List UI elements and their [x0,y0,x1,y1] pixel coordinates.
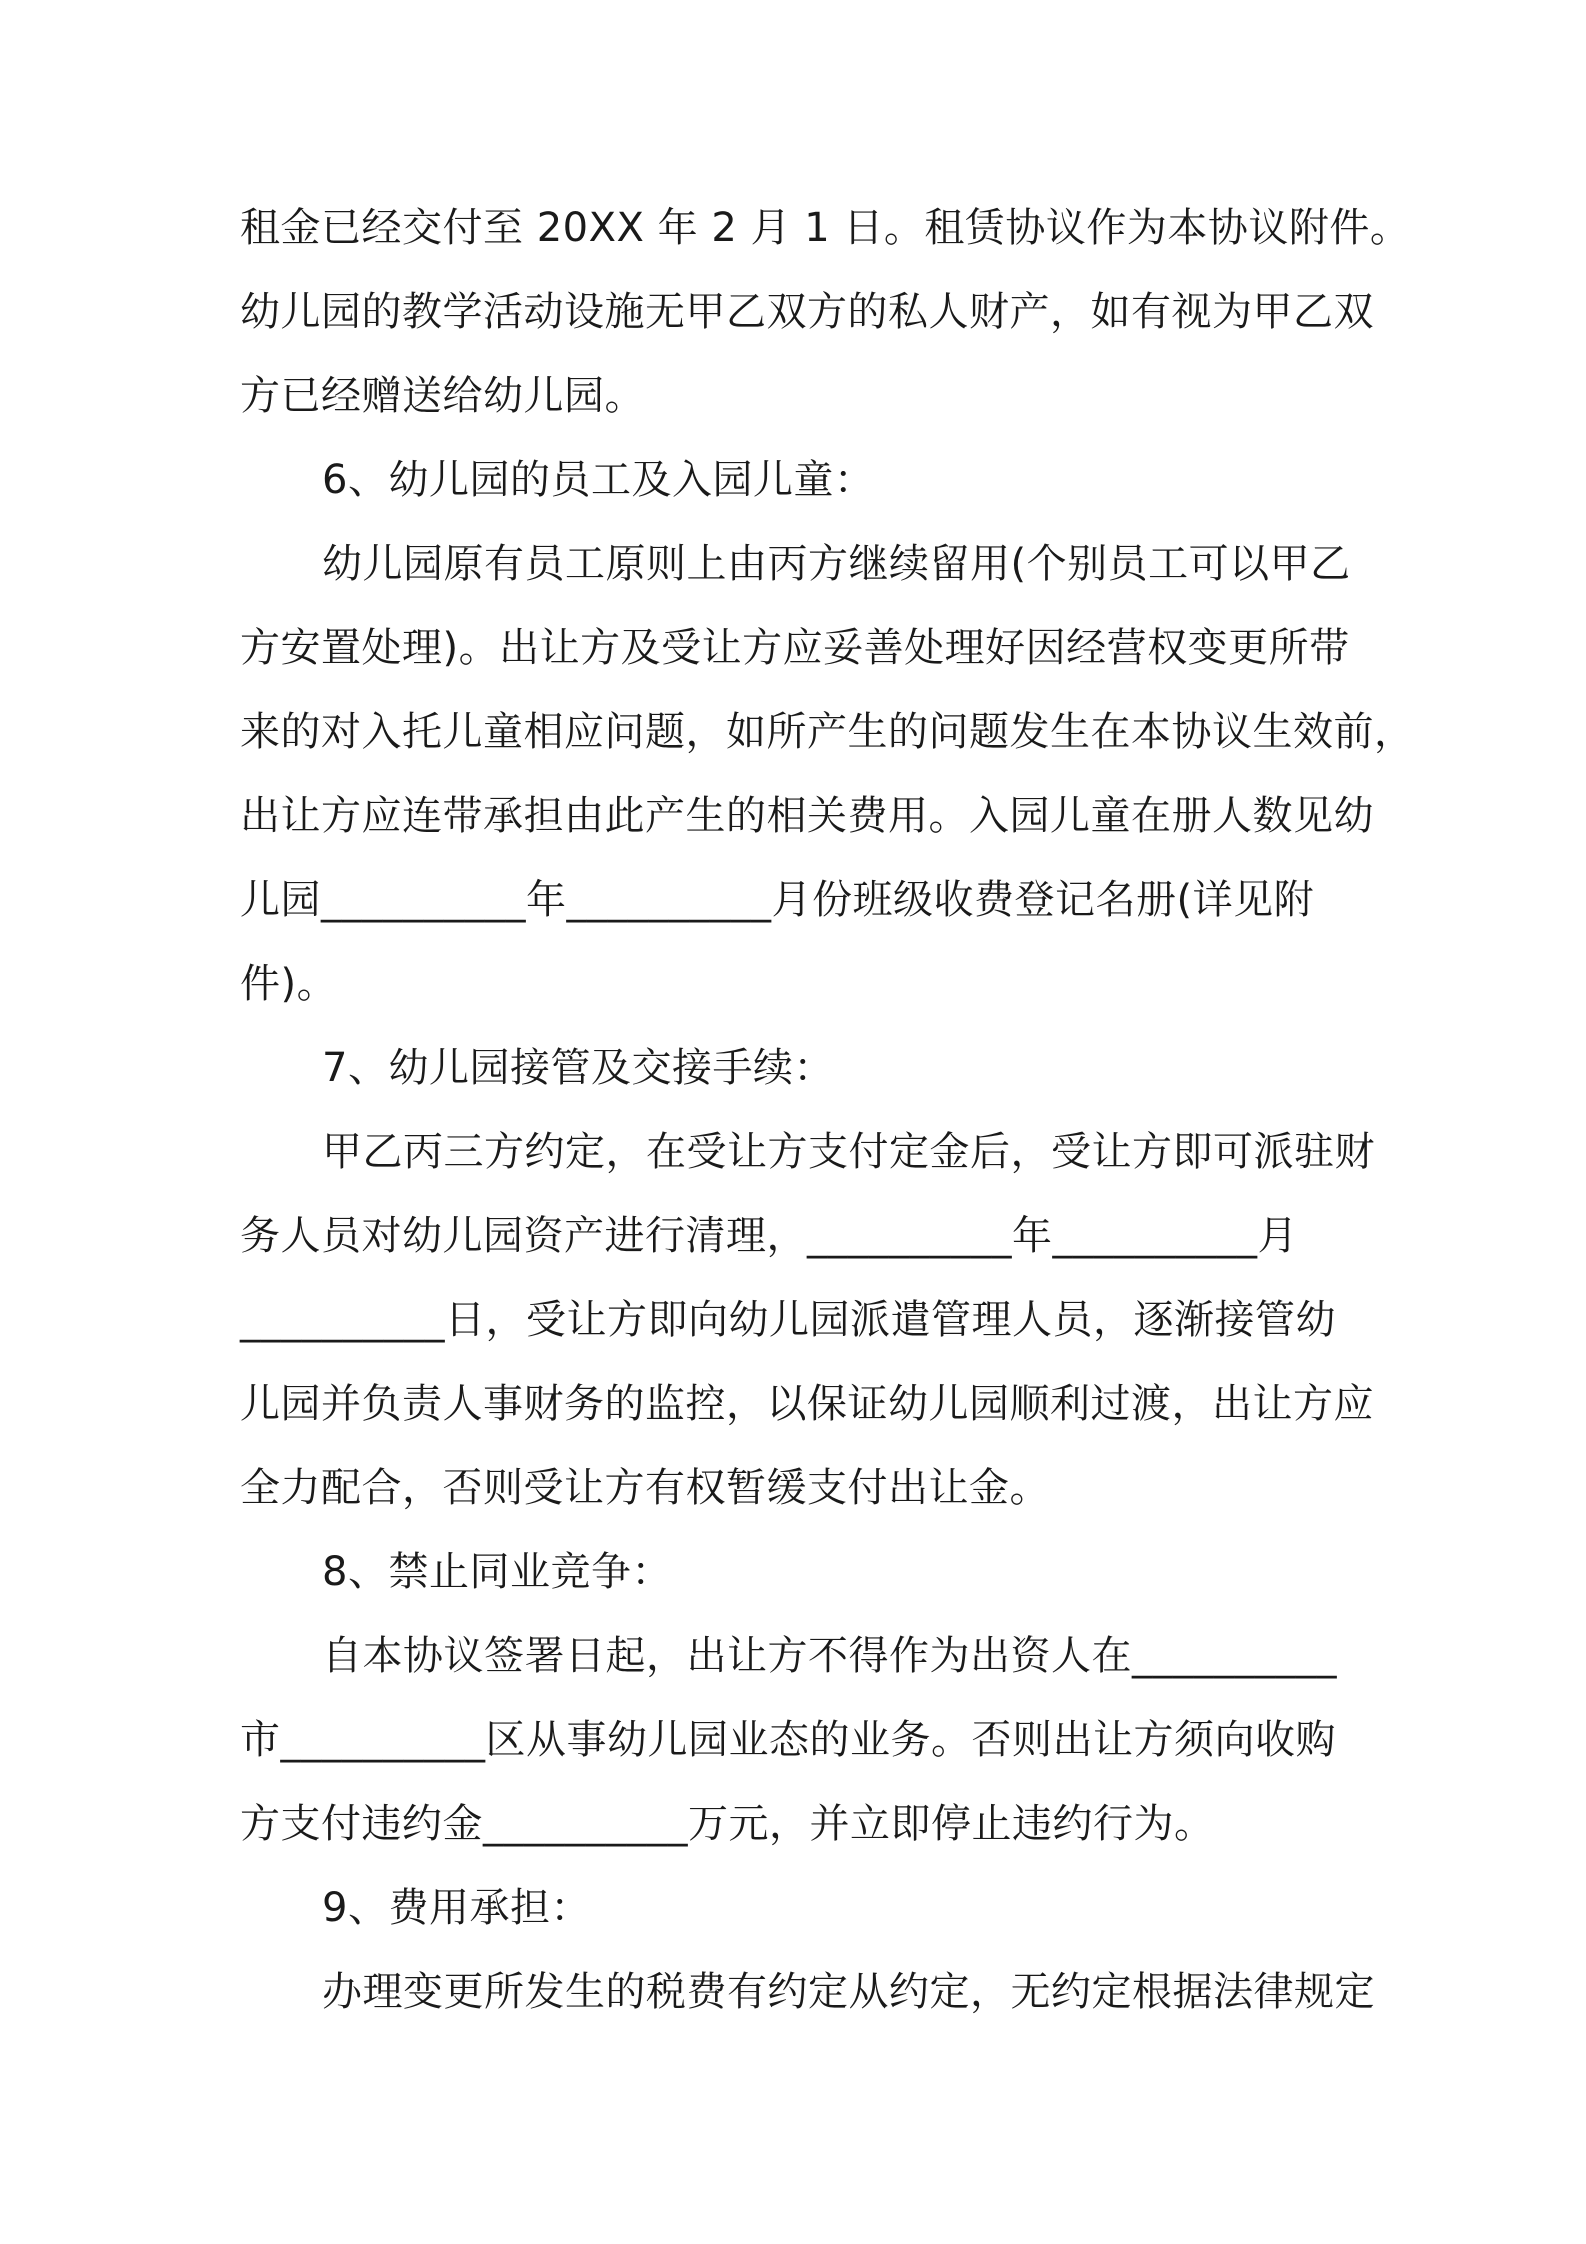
text-line: 务人员对幼儿园资产进行清理，__________年__________月 [240,1213,1298,1259]
text-line: 出让方应连带承担由此产生的相关费用。入园儿童在册人数见幼 [240,793,1374,839]
text-line: 自本协议签署日起，出让方不得作为出资人在__________ [322,1633,1337,1679]
text-line: 甲乙丙三方约定，在受让方支付定金后，受让方即可派驻财 [322,1129,1375,1175]
text-line: 来的对入托儿童相应问题，如所产生的问题发生在本协议生效前， [240,709,1415,755]
text-line: 儿园并负责人事财务的监控，以保证幼儿园顺利过渡，出让方应 [240,1381,1374,1427]
text-line: __________日，受让方即向幼儿园派遣管理人员，逐渐接管幼 [240,1297,1336,1343]
text-line: 方安置处理)。出让方及受让方应妥善处理好因经营权变更所带 [240,625,1350,671]
text-line: 幼儿园原有员工原则上由丙方继续留用(个别员工可以甲乙 [322,541,1351,587]
section-heading: 9、费用承担： [322,1885,591,1931]
text-line: 市__________区从事幼儿园业态的业务。否则出让方须向收购 [240,1717,1336,1763]
text-line: 件)。 [240,961,338,1007]
text-line: 儿园__________年__________月份班级收费登记名册(详见附 [240,877,1315,923]
text-line: 办理变更所发生的税费有约定从约定，无约定根据法律规定 [322,1969,1375,2015]
section-heading: 8、禁止同业竞争： [322,1549,672,1595]
text-line: 全力配合，否则受让方有权暂缓支付出让金。 [240,1465,1050,1511]
text-line: 幼儿园的教学活动设施无甲乙双方的私人财产，如有视为甲乙双 [240,289,1374,335]
text-line: 方支付违约金__________万元，并立即停止违约行为。 [240,1801,1215,1847]
section-heading: 7、幼儿园接管及交接手续： [322,1045,834,1091]
text-line: 租金已经交付至 20XX 年 2 月 1 日。租赁协议作为本协议附件。 [240,205,1411,251]
text-line: 方已经赠送给幼儿园。 [240,373,645,419]
section-heading: 6、幼儿园的员工及入园儿童： [322,457,875,503]
